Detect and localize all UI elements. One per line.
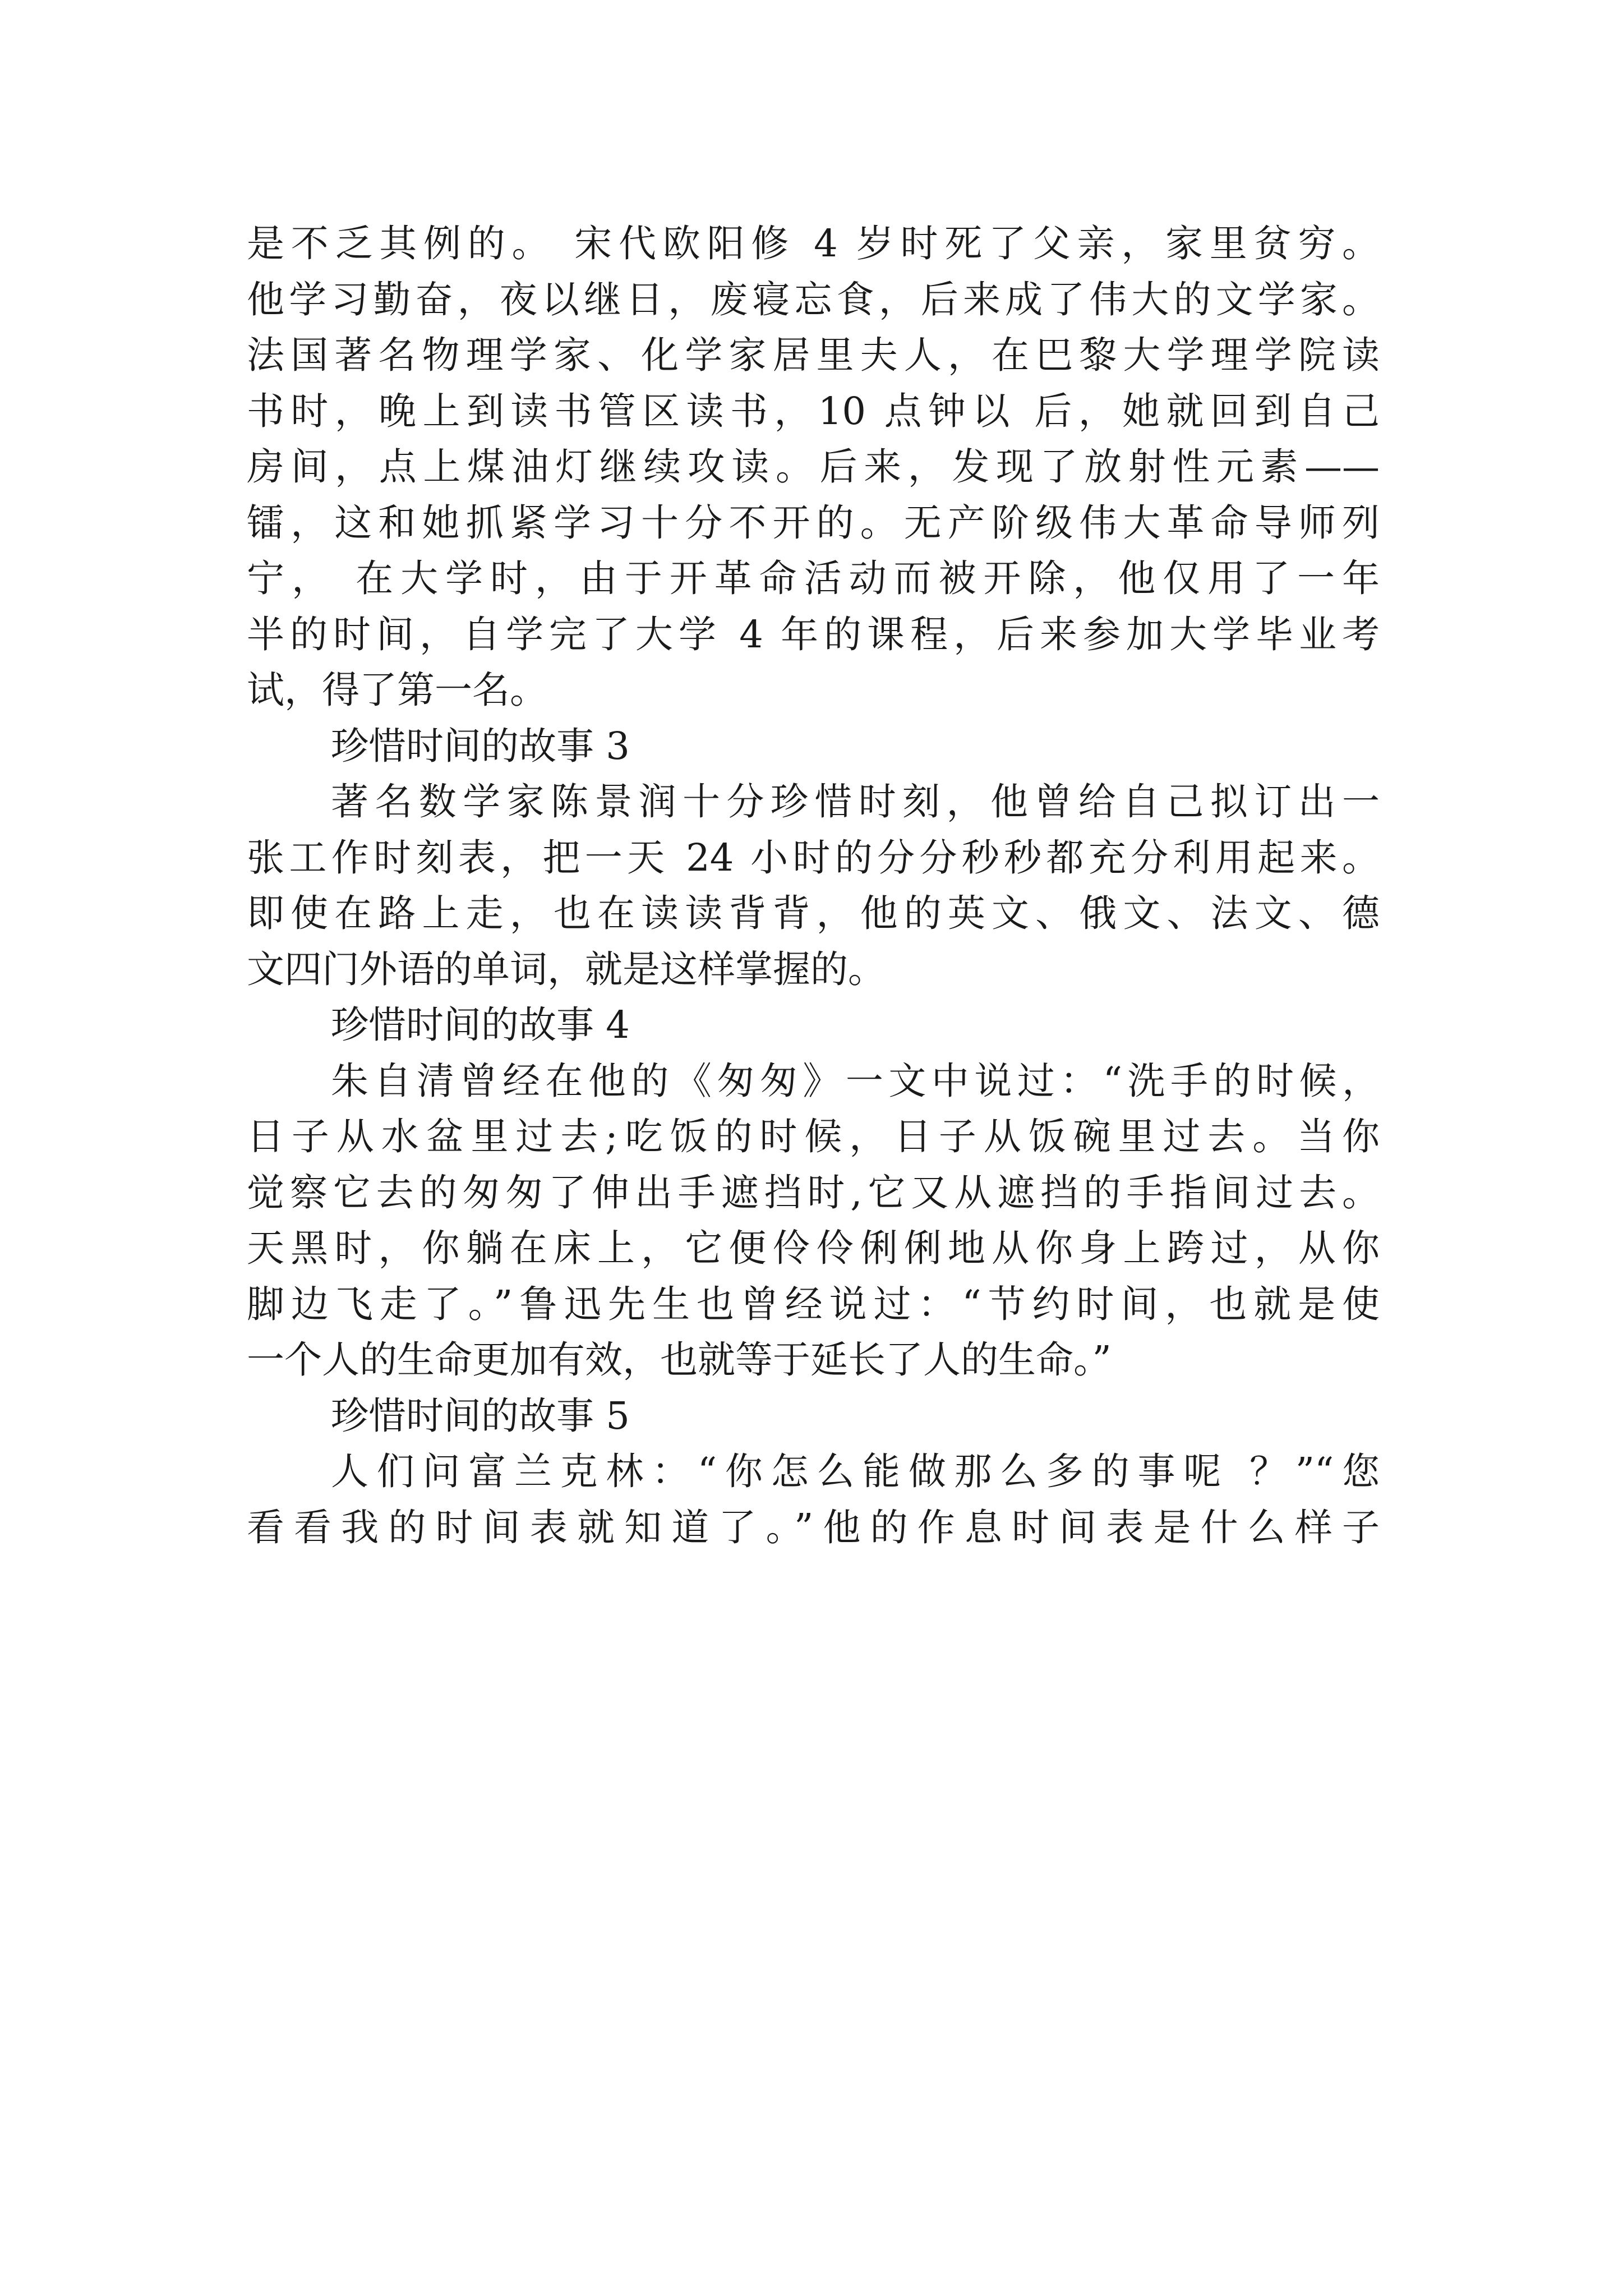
- text-line: 朱自清曾经在他的《匆匆》一文中说过：“洗手的时候，: [331, 1059, 1380, 1103]
- text-line: 是不乏其例的。 宋代欧阳修 4 岁时死了父亲，家里贫穷。: [247, 222, 1380, 265]
- text-line: 人们问富兰克林：“你怎么能做那么多的事呢 ？”“您: [331, 1450, 1380, 1493]
- paragraph-chen-jingrun: [247, 774, 1380, 997]
- text-line: 试，得了第一名。: [247, 668, 547, 712]
- text-line: 他学习勤奋，夜以继日，废寝忘食，后来成了伟大的文学家。: [247, 277, 1380, 321]
- text-line: 宁， 在大学时，由于开革命活动而被开除，他仅用了一年: [247, 556, 1380, 600]
- text-line: 即使在路上走，也在读读背背，他的英文、俄文、法文、德: [247, 891, 1380, 935]
- story-heading-5: 珍惜时间的故事 5: [331, 1393, 630, 1438]
- text-line: 天黑时，你躺在床上，它便伶伶俐俐地从你身上跨过，从你: [247, 1226, 1380, 1270]
- paragraph-franklin: [247, 1444, 1380, 1556]
- text-line: 一个人的生命更加有效，也就等于延长了人的生命。”: [247, 1338, 1112, 1382]
- text-line: 法国著名物理学家、化学家居里夫人，在巴黎大学理学院读: [247, 333, 1380, 377]
- text-line: 脚边飞走了。”鲁迅先生也曾经说过：“节约时间，也就是使: [247, 1282, 1380, 1326]
- text-line: 镭，这和她抓紧学习十分不开的。无产阶级伟大革命导师列: [247, 500, 1380, 545]
- paragraph-ouyang-curie-lenin: [247, 216, 1380, 719]
- text-line: 文四门外语的单词，就是这样掌握的。: [247, 947, 886, 991]
- text-line: 书时，晚上到读书管区读书，10 点钟以 后，她就回到自己: [247, 389, 1380, 433]
- text-line: 著名数学家陈景润十分珍惜时刻，他曾给自己拟订出一: [331, 780, 1380, 823]
- text-line: 看看我的时间表就知道了。”他的作息时间表是什么样子: [247, 1505, 1380, 1549]
- text-line: 张工作时刻表，把一天 24 小时的分分秒秒都充分利用起来。: [247, 835, 1380, 880]
- page-body: [247, 216, 1380, 1556]
- text-line: 日子从水盆里过去;吃饭的时候，日子从饭碗里过去。当你: [247, 1115, 1380, 1158]
- text-line: 房间，点上煤油灯继续攻读。后来，发现了放射性元素——: [247, 445, 1380, 489]
- paragraph-zhu-ziqing: [247, 1053, 1380, 1388]
- story-heading-4: 珍惜时间的故事 4: [331, 1003, 630, 1047]
- story-heading-3: 珍惜时间的故事 3: [331, 724, 630, 768]
- text-line: 觉察它去的匆匆了伸出手遮挡时,它又从遮挡的手指间过去。: [247, 1170, 1380, 1214]
- text-line: 半的时间，自学完了大学 4 年的课程，后来参加大学毕业考: [247, 612, 1380, 656]
